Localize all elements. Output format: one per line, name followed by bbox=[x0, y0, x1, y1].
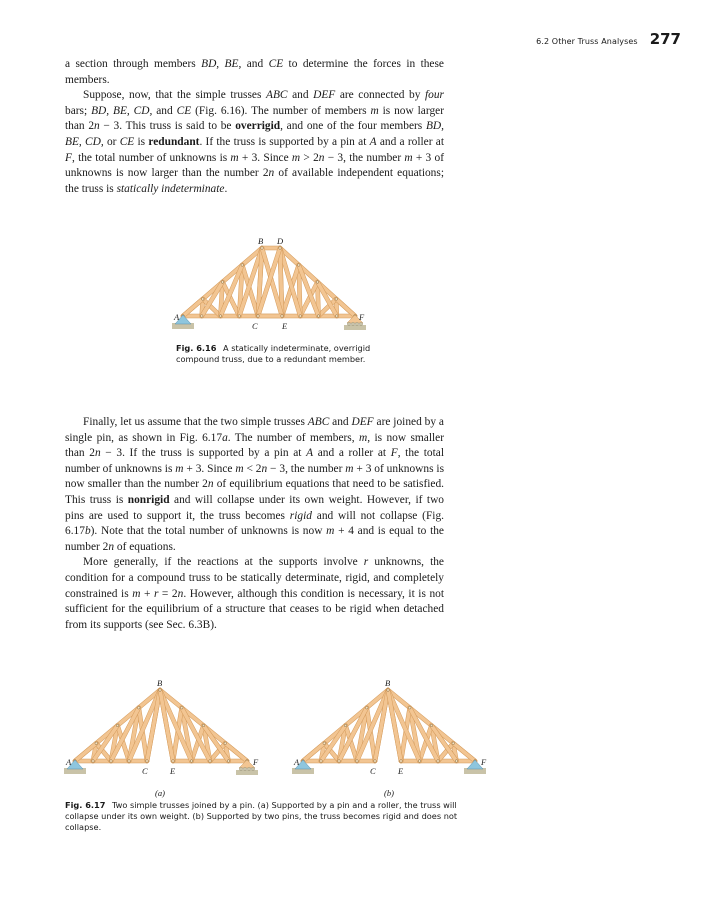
figure-6-16-caption bbox=[176, 343, 376, 365]
truss-joint bbox=[201, 298, 204, 301]
label-f: F bbox=[359, 312, 365, 322]
figure-6-17-label: Fig. 6.17 bbox=[65, 800, 106, 810]
truss-joint bbox=[452, 742, 455, 745]
truss-members bbox=[182, 247, 357, 318]
sub-label-a: (a) bbox=[155, 788, 165, 798]
truss-joint bbox=[224, 742, 227, 745]
truss-joint bbox=[335, 315, 338, 318]
truss-joint bbox=[92, 760, 95, 763]
paragraph: Finally, let us assume that the two simple trusses ABC and DEF are joined by a single pin, as shown in Fig. 6.17a. The number of members, m, is now smaller than 2n − 3. If the truss is supported by a pin at A and a roller at F, the total number of unknowns is m + 3. Since m < 2n − 3, the number m + 3 of unknowns is now smaller than the number 2n of equilibrium equations that need to be satisfied. This truss is nonrigid and will collapse under its own weight. However, if two pins are used to support it, the truss becomes rigid and will not collapse (Fig. 6.17b). Note that the total number of unknowns is now m + 4 and is equal to the number 2n of equations. bbox=[65, 416, 445, 553]
truss-joint bbox=[374, 760, 377, 763]
truss-joint bbox=[241, 264, 244, 267]
paragraph: a section through members BD, BE, and CE to determine the forces in these members. bbox=[65, 58, 444, 86]
label-e: E bbox=[282, 321, 288, 331]
truss-joint bbox=[316, 281, 319, 284]
truss-joint bbox=[418, 760, 421, 763]
label-e: E bbox=[398, 766, 404, 776]
truss-joint bbox=[261, 247, 264, 250]
label-b: B bbox=[258, 236, 264, 246]
label-b: B bbox=[385, 678, 391, 688]
paragraph: More generally, if the reactions at the supports involve r unknowns, the condition for a compound truss to be statically determinate, rigid, and completely constrained is m + r = 2n. However, although this condition is necessary, it is not sufficient for the equilibrium of a structure that ceases to be rigid when detached from its supports (see Sec. 6.3B). bbox=[65, 556, 445, 631]
truss-joint bbox=[323, 742, 326, 745]
body-text-top bbox=[65, 57, 444, 197]
truss-joint bbox=[455, 760, 458, 763]
figure-6-16-caption-text: A statically indeterminate, overrigid compound truss, due to a redundant member. bbox=[176, 343, 371, 364]
truss-member bbox=[336, 299, 355, 316]
truss-joint bbox=[159, 689, 162, 692]
label-c: C bbox=[370, 766, 376, 776]
label-b: B bbox=[157, 678, 163, 688]
running-head bbox=[536, 30, 681, 48]
paragraph: Suppose, now, that the simple trusses ABC and DEF are connected by four bars; BD, BE, CD, and CE (Fig. 6.16). The number of members m is now larger than 2n − 3. This truss is said to be overrigid, and one of the four members BD, BE, CD, or CE is redundant. If the truss is supported by a pin at A and a roller at F, the total number of unknowns is m + 3. Since m > 2n − 3, the number m + 3 of unknowns is now larger than the number 2n of available independent equations; the truss is statically indeterminate. bbox=[65, 89, 445, 195]
label-c: C bbox=[142, 766, 148, 776]
truss-joint bbox=[219, 315, 222, 318]
truss-joint bbox=[338, 760, 341, 763]
label-a: A bbox=[294, 757, 300, 767]
label-d: D bbox=[277, 236, 284, 246]
truss-joint bbox=[437, 760, 440, 763]
truss-joint bbox=[190, 760, 193, 763]
truss-joint bbox=[95, 742, 98, 745]
truss-joint bbox=[137, 706, 140, 709]
figure-6-17b-truss bbox=[290, 676, 500, 798]
truss-joint bbox=[180, 706, 183, 709]
label-a: A bbox=[174, 312, 180, 322]
truss-joint bbox=[356, 760, 359, 763]
truss-joint bbox=[146, 760, 149, 763]
figure-6-17-caption bbox=[65, 800, 475, 833]
truss-joint bbox=[221, 281, 224, 284]
sub-label-b: (b) bbox=[384, 788, 394, 798]
figure-6-16-truss bbox=[170, 232, 370, 332]
truss-joint bbox=[408, 706, 411, 709]
truss-members bbox=[74, 689, 249, 763]
truss-joint bbox=[299, 315, 302, 318]
body-text-bottom bbox=[65, 415, 444, 633]
label-a: A bbox=[66, 757, 72, 767]
section-title: 6.2 Other Truss Analyses bbox=[536, 37, 638, 46]
page-number: 277 bbox=[649, 30, 681, 48]
truss-joint bbox=[110, 760, 113, 763]
truss-joint bbox=[128, 760, 131, 763]
truss-joint bbox=[200, 315, 203, 318]
label-f: F bbox=[481, 757, 487, 767]
truss-joint bbox=[227, 760, 230, 763]
truss-members bbox=[302, 689, 477, 763]
label-c: C bbox=[252, 321, 258, 331]
truss-joint bbox=[335, 298, 338, 301]
truss-joint bbox=[387, 689, 390, 692]
truss-joint bbox=[320, 760, 323, 763]
figure-6-17a-truss bbox=[62, 676, 272, 798]
label-e: E bbox=[170, 766, 176, 776]
truss-joint bbox=[279, 247, 282, 250]
truss-joint bbox=[209, 760, 212, 763]
truss-joint bbox=[430, 724, 433, 727]
truss-joint bbox=[365, 706, 368, 709]
truss-joint bbox=[116, 724, 119, 727]
truss-joint bbox=[297, 264, 300, 267]
truss-joint bbox=[238, 315, 241, 318]
truss-joint bbox=[281, 315, 284, 318]
label-f: F bbox=[253, 757, 259, 767]
truss-joint bbox=[400, 760, 403, 763]
figure-6-16-label: Fig. 6.16 bbox=[176, 343, 217, 353]
truss-joint bbox=[257, 315, 260, 318]
truss-joint bbox=[344, 724, 347, 727]
truss-joint bbox=[172, 760, 175, 763]
truss-joint bbox=[317, 315, 320, 318]
truss-joint bbox=[202, 724, 205, 727]
figure-6-17-caption-text: Two simple trusses joined by a pin. (a) Supported by a pin and a roller, the truss will collapse under its own weight. (b) Supported by two pins, the truss becomes rigid and does not collapse. bbox=[65, 800, 458, 832]
